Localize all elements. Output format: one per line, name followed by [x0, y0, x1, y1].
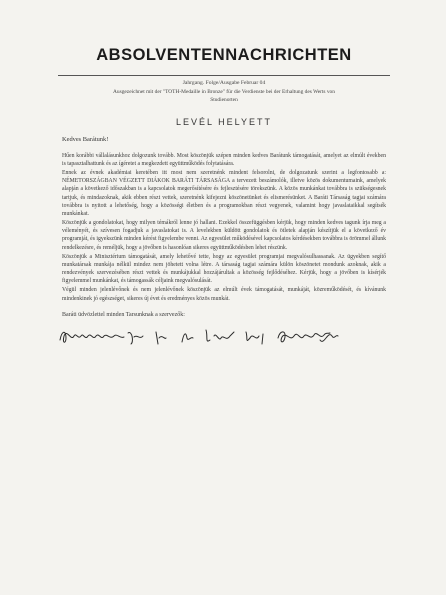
letter-paragraph: Köszönjük a gondolatokat, hogy milyen témákról lenne jó hallani. Ezekkel összefüggésben kérjük, hogy minden kedves tagunk írja meg a véleményét, és szívesen fogadjuk a javaslatokat is. A levelekben küldött gondolatok és ötletek alapján készítjük el a következő év programját, és igyekszünk minden kérést figyelembe venni. Az egyesület működésével kapcsolatos kérdésekben továbbra is örömmel állunk rendelkezésre, és reméljük, hogy a jövőben is hasonlóan sikeres együttműködésben lehet részünk. — [62, 220, 386, 251]
tagline-line-2: Studienorten — [210, 96, 238, 103]
letter-salutation: Kedves Barátunk! — [62, 135, 109, 143]
letter-paragraph: Hűen korábbi vállalásunkhoz dolgozunk tovább. Most köszönjük szépen minden kedves Barátunk támogatását, amelyet az elmúlt években is tapasztalhattunk és az ígéretet a megkezdett együttműködés folytatására. — [62, 152, 386, 168]
tagline-line-1: Ausgezeichnet mit der "TOTH-Medaille in Bronze" für die Verdienste bei der Erhaltung des Werts von — [113, 89, 335, 96]
issue-line: Jahrgang. Folge/Ausgabe Februar 04 — [182, 80, 266, 86]
tagline — [72, 89, 376, 104]
handwritten-signatures-image — [58, 324, 388, 350]
letter-paragraph: Ennek az évnek akadémiai keretében itt most nem szeretnénk mindent felsorolni, de dolgozatunk szerint a legfontosabb a: NÉMETORSZÁGBAN VÉGZETT DIÁKOK BARÁTI TÁRSASÁGA a tervezett beszámolók, illetve közös dokumentumaink, amelyek alapján a következő időszakban is a kapcsolatok megerősítésére és fejlesztésére törekszünk. A közös munkánkat továbbra is szükségesnek tartjuk, és mindazoknak, akik ebben részt vettek, szeretnénk kifejezni köszönetünket és elismerésünket. A Baráti Társaság tagjai számára továbbra is nyitott a lehetőség, hogy a közösségi életben és a programokban részt vegyenek, valamint hogy javaslataikkal segítsék munkánkat. — [62, 170, 386, 217]
masthead-rule — [58, 75, 390, 76]
letter-heading: LEVÉL HELYETT — [175, 116, 273, 127]
masthead-title: ABSOLVENTENNACHRICHTEN — [96, 46, 352, 64]
letter-paragraph: Köszönjük a Minisztérium támogatását, amely lehetővé tette, hogy az egyesület programjai megvalósulhassanak. Az ügyekben segítő munkatársak munkája nélkül mindez nem jöhetett volna létre. A társaság tagjai számára külön köszönetet mondunk azoknak, akik a rendezvények szervezésében részt vettek és munkájukkal hozzájárultak a közösség fejlődéséhez. Kérjük, hogy a jövőben is kísérjék figyelemmel munkánkat, és támogassák céljaink megvalósulását. — [62, 253, 386, 285]
letter-paragraph: Végül minden jelenlévőnek és nem jelenlévőnek köszönjük az elmúlt évek támogatását, munkáját, közreműködését, és kívánunk mindenkinek jó egészséget, sikeres új évet és eredményes közös munkát. — [62, 287, 386, 302]
signatures — [62, 324, 386, 350]
letter-closing: Baráti üdvözlettel minden Tarsunknak a szervezők: — [62, 311, 185, 318]
